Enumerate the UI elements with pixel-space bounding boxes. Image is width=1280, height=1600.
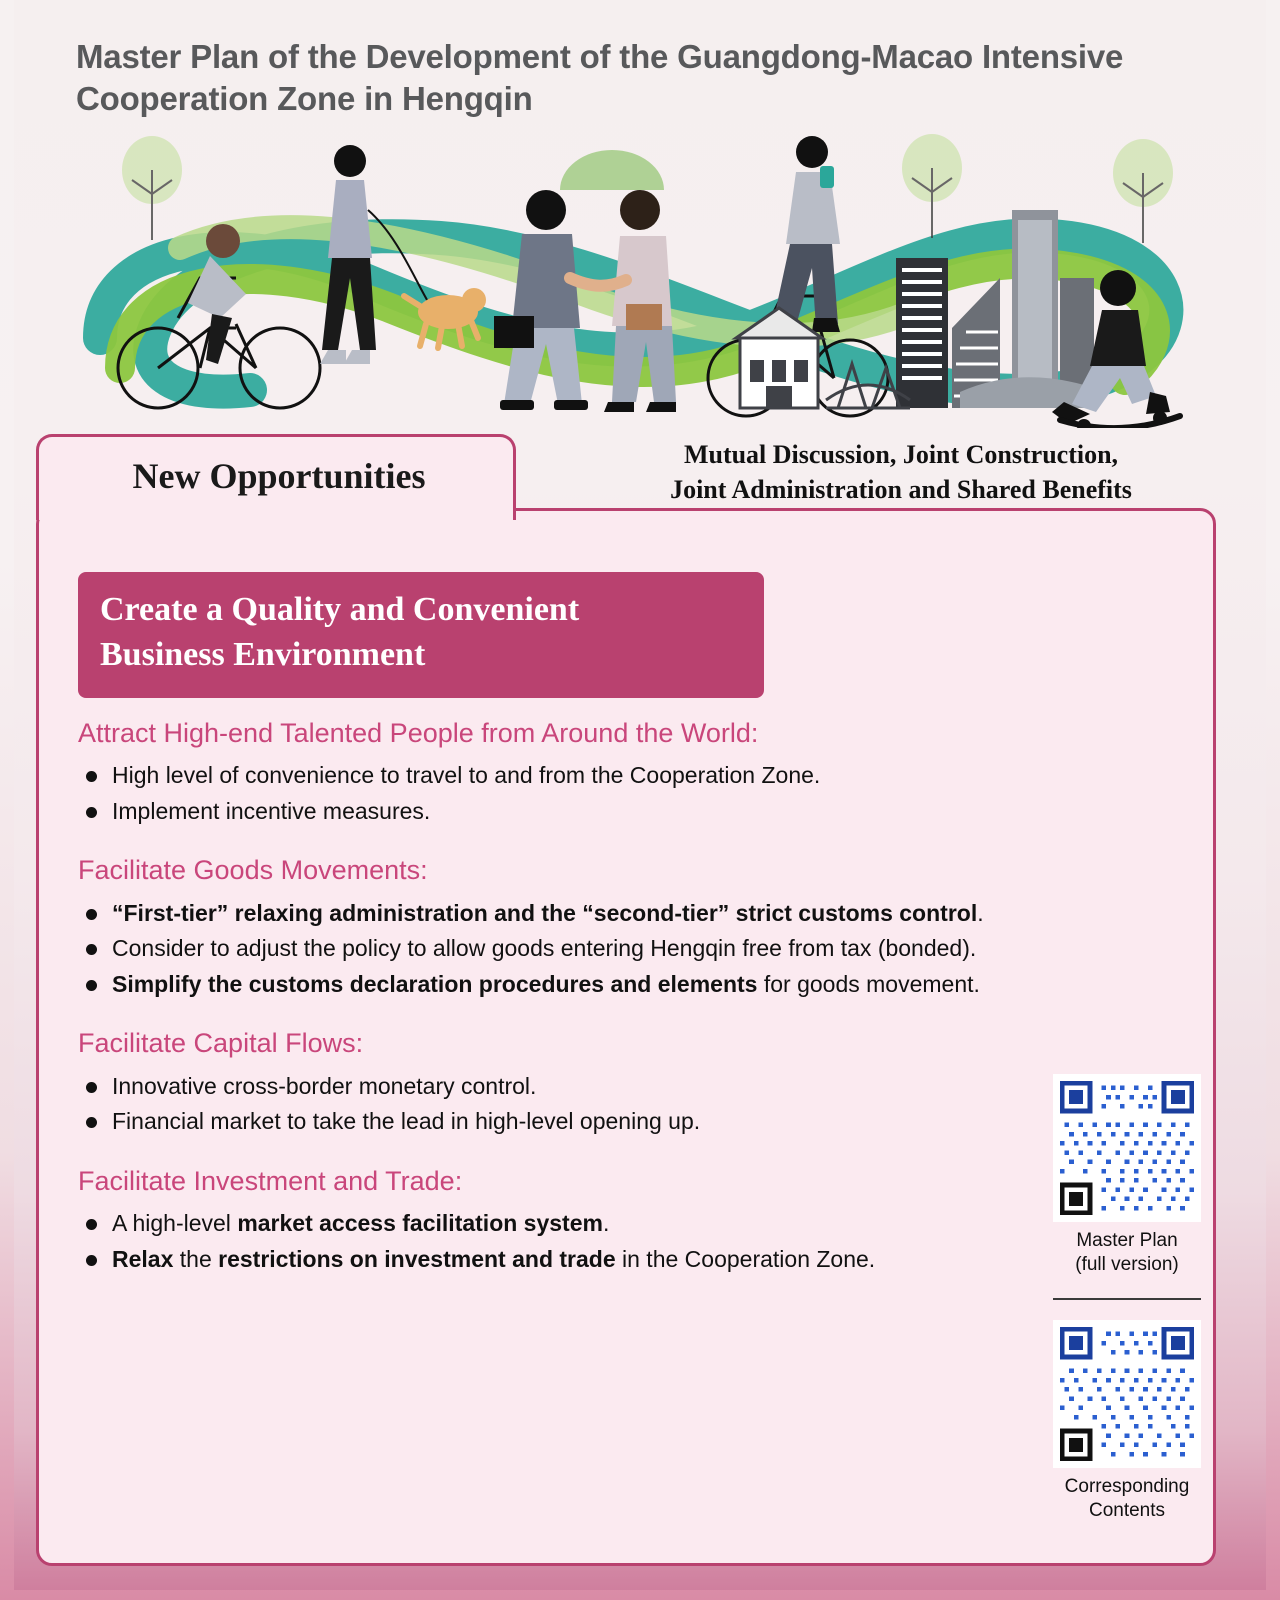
- emphasis-text: market access facilitation system: [237, 1209, 603, 1236]
- qr-code-image: [1053, 1320, 1201, 1468]
- list-item: [78, 932, 1038, 965]
- qr-caption-line-1: Master Plan: [1076, 1230, 1178, 1251]
- section-heading-line-2: Business Environment: [100, 635, 426, 673]
- emphasis-text: restrictions on investment and trade: [218, 1245, 616, 1272]
- list-item: [78, 968, 1038, 1001]
- qr-caption-line-2: Contents: [1088, 1499, 1166, 1521]
- page-title: Master Plan of the Development of the Guangdong-Macao Intensive Cooperation Zone in Hengqin: [76, 38, 1124, 118]
- header-illustration: [60, 128, 1220, 428]
- content-group: [78, 1026, 1038, 1137]
- content-group: [78, 1164, 1038, 1275]
- group-title: Facilitate Investment and Trade:: [78, 1165, 463, 1196]
- qr-corresponding-contents[interactable]: [1053, 1320, 1201, 1523]
- content-group: [78, 853, 1038, 1000]
- emphasis-text: Simplify the customs declaration procedures and elements: [112, 970, 758, 997]
- content-group: [78, 716, 1038, 827]
- bullet-list: [78, 1207, 1038, 1275]
- group-title: Facilitate Capital Flows:: [78, 1028, 364, 1059]
- body-text: Innovative cross-border monetary control.: [112, 1072, 537, 1099]
- tree-icon: [1113, 139, 1173, 243]
- qr-caption-line-2: (full version): [1075, 1253, 1179, 1275]
- qr-matrix: [1060, 1327, 1194, 1461]
- list-item: [78, 897, 1038, 930]
- bullet-list: [78, 897, 1038, 1001]
- body-text: the: [173, 1245, 219, 1272]
- body-text: .: [977, 899, 984, 926]
- list-item: [78, 759, 1038, 792]
- slogan-line-2: Joint Administration and Shared Benefits: [670, 474, 1132, 504]
- body-text: .: [602, 1209, 610, 1236]
- slogan-text: [596, 438, 1206, 508]
- bullet-list: [78, 1070, 1038, 1138]
- body-text: High level of convenience to travel to and from the Cooperation Zone.: [112, 762, 821, 789]
- list-item: [78, 1070, 1038, 1103]
- qr-caption-line-1: Corresponding: [1064, 1476, 1190, 1497]
- hill-shape: [560, 150, 664, 190]
- section-heading-box: [78, 572, 764, 698]
- tab-label: New Opportunities: [132, 456, 426, 496]
- tab-panel-joint: [40, 505, 512, 513]
- qr-code-image: [1053, 1074, 1201, 1222]
- qr-caption: [1053, 1475, 1201, 1523]
- qr-divider: [1053, 1298, 1201, 1300]
- list-item: [78, 795, 1038, 828]
- tree-icon: [902, 134, 962, 238]
- body-text: in the Cooperation Zone.: [615, 1245, 876, 1272]
- bullet-list: [78, 759, 1038, 827]
- qr-caption: [1053, 1229, 1201, 1277]
- body-text: for goods movement.: [757, 970, 980, 997]
- body-text: Financial market to take the lead in high-level opening up.: [112, 1108, 701, 1135]
- emphasis-text: Relax: [112, 1245, 174, 1272]
- list-item: [78, 1105, 1038, 1138]
- group-title: Attract High-end Talented People from Around the World:: [78, 718, 759, 748]
- body-text: A high-level: [112, 1209, 238, 1236]
- tree-icon: [122, 136, 182, 240]
- list-item: [78, 1207, 1038, 1240]
- qr-matrix: [1060, 1081, 1194, 1215]
- body-text: Consider to adjust the policy to allow goods entering Hengqin free from tax (bonded).: [112, 935, 977, 962]
- slogan-line-1: Mutual Discussion, Joint Construction,: [683, 440, 1119, 469]
- qr-master-plan-full-version[interactable]: [1053, 1074, 1201, 1277]
- section-heading-line-1: Create a Quality and Convenient: [100, 591, 580, 628]
- group-title: Facilitate Goods Movements:: [78, 855, 428, 886]
- emphasis-text: “First-tier” relaxing administration and the “second-tier” strict customs control: [112, 899, 978, 926]
- body-text: Implement incentive measures.: [112, 797, 431, 824]
- section-content: [78, 716, 1038, 1278]
- list-item: [78, 1243, 1038, 1276]
